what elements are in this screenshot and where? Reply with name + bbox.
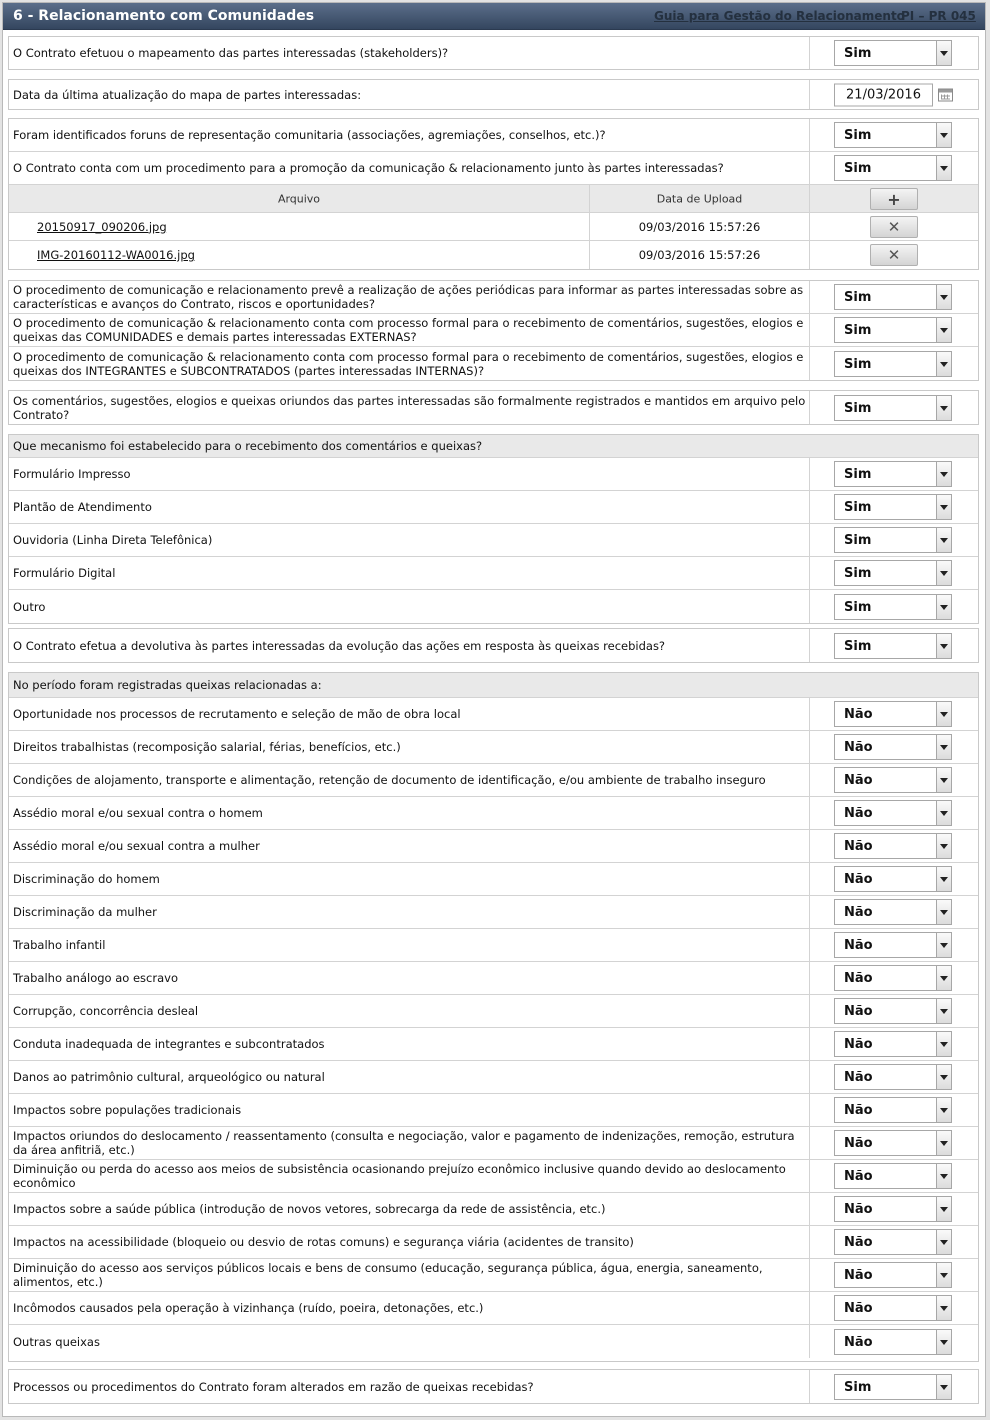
answer-select[interactable] xyxy=(834,1374,952,1400)
chevron-down-icon xyxy=(940,1174,948,1179)
question-row xyxy=(9,391,978,424)
answer-select[interactable] xyxy=(834,1031,952,1057)
answer-select[interactable] xyxy=(834,833,952,859)
question-label: Discriminação do homem xyxy=(13,872,160,886)
answer-cell xyxy=(809,347,978,380)
answer-select[interactable] xyxy=(834,1329,952,1355)
chevron-down-icon xyxy=(940,811,948,816)
answer-value: Sim xyxy=(844,46,872,61)
question-row xyxy=(9,995,978,1028)
answer-select[interactable] xyxy=(834,351,952,377)
question-label: Plantão de Atendimento xyxy=(13,500,152,514)
question-label: Oportunidade nos processos de recrutamento e seleção de mão de obra local xyxy=(13,707,461,721)
question-row xyxy=(9,797,978,830)
question-row xyxy=(9,524,978,557)
answer-value: Não xyxy=(844,1235,873,1250)
answer-value: Não xyxy=(844,938,873,953)
chevron-down-icon xyxy=(940,745,948,750)
upload-date-cell xyxy=(589,241,809,269)
chevron-down-icon xyxy=(940,166,948,171)
question-row xyxy=(9,962,978,995)
answer-value: Não xyxy=(844,1103,873,1118)
files-table-header xyxy=(9,185,978,213)
dropdown-button[interactable] xyxy=(936,495,951,519)
question-label: Assédio moral e/ou sexual contra a mulher xyxy=(13,839,260,853)
question-label: Incômodos causados pela operação à vizinhança (ruído, poeira, detonações, etc.) xyxy=(13,1301,484,1315)
answer-value: Sim xyxy=(844,356,872,372)
chevron-down-icon xyxy=(940,1042,948,1047)
answer-value: Não xyxy=(844,971,873,986)
chevron-down-icon xyxy=(940,778,948,783)
answer-value: Não xyxy=(844,1169,873,1184)
question-label: Data da última atualização do mapa de partes interessadas: xyxy=(13,87,362,102)
answer-cell xyxy=(809,797,978,829)
answer-select[interactable] xyxy=(834,767,952,793)
delete-file-button[interactable] xyxy=(870,216,918,238)
answer-value: Sim xyxy=(844,128,872,143)
dropdown-button[interactable] xyxy=(936,768,951,792)
dropdown-button[interactable] xyxy=(936,1375,951,1399)
last-update-block xyxy=(8,79,979,110)
add-file-button[interactable] xyxy=(870,188,918,210)
question-row xyxy=(9,314,978,347)
answer-cell xyxy=(809,830,978,862)
dropdown-button[interactable] xyxy=(936,156,951,180)
question-label: Impactos sobre a saúde pública (introdução de novos vetores, sobrecarga da rede de assistência, etc.) xyxy=(13,1202,606,1216)
question-row xyxy=(9,80,978,109)
date-column-header xyxy=(589,185,809,212)
chevron-down-icon xyxy=(940,712,948,717)
feedback-block xyxy=(8,628,979,663)
dropdown-button[interactable] xyxy=(936,834,951,858)
section-header xyxy=(3,3,985,30)
answer-select[interactable] xyxy=(834,633,952,659)
chevron-down-icon xyxy=(940,605,948,610)
answer-cell xyxy=(809,281,978,313)
question-label: Outro xyxy=(13,599,46,614)
answer-value: Não xyxy=(844,1037,873,1052)
answer-value: Sim xyxy=(844,1379,872,1395)
answer-select[interactable] xyxy=(834,866,952,892)
question-row xyxy=(9,764,978,797)
dropdown-button[interactable] xyxy=(936,41,951,65)
question-row xyxy=(9,1160,978,1193)
question-row xyxy=(9,929,978,962)
answer-select[interactable] xyxy=(834,395,952,421)
dropdown-button[interactable] xyxy=(936,123,951,147)
answer-value: Não xyxy=(844,1004,873,1019)
answer-value: Sim xyxy=(844,599,872,615)
dropdown-button[interactable] xyxy=(936,801,951,825)
answer-select[interactable] xyxy=(834,594,952,620)
answer-select[interactable] xyxy=(834,1262,952,1288)
question-row xyxy=(9,830,978,863)
answer-value: Sim xyxy=(844,500,872,515)
dropdown-button[interactable] xyxy=(936,1098,951,1122)
dropdown-button[interactable] xyxy=(936,702,951,726)
question-label: Outras queixas xyxy=(13,1334,100,1349)
answer-cell xyxy=(809,314,978,346)
answer-cell xyxy=(809,458,978,490)
file-column-label: Arquivo xyxy=(277,192,321,205)
answer-cell xyxy=(809,1370,978,1403)
mechanisms-heading-row xyxy=(9,435,978,458)
dropdown-button[interactable] xyxy=(936,966,951,990)
answer-value: Sim xyxy=(844,638,872,654)
complaints-block xyxy=(8,672,979,1362)
answer-value: Não xyxy=(844,1202,873,1217)
question-label: Discriminação da mulher xyxy=(13,905,157,919)
dropdown-button[interactable] xyxy=(936,900,951,924)
question-label: Impactos oriundos do deslocamento / reassentamento (consulta e negociação, valor e pagamento de indenizações, remoção, estrutura da área anfitriã, etc.) xyxy=(13,1129,795,1157)
answer-select[interactable] xyxy=(834,1130,952,1156)
question-row xyxy=(9,1259,978,1292)
dropdown-button[interactable] xyxy=(936,1263,951,1287)
question-label: Direitos trabalhistas (recomposição salarial, férias, benefícios, etc.) xyxy=(13,740,401,754)
answer-select[interactable] xyxy=(834,122,952,148)
dropdown-button[interactable] xyxy=(936,595,951,619)
answer-value: Não xyxy=(844,1301,873,1316)
answer-select[interactable] xyxy=(834,1295,952,1321)
question-row xyxy=(9,629,978,662)
answer-value: Sim xyxy=(844,400,872,416)
question-label: Corrupção, concorrência desleal xyxy=(13,1004,199,1018)
question-label: Assédio moral e/ou sexual contra o homem xyxy=(13,806,263,820)
dropdown-button[interactable] xyxy=(936,933,951,957)
answer-select[interactable] xyxy=(834,1196,952,1222)
complaints-heading-row xyxy=(9,673,978,698)
chevron-down-icon xyxy=(940,472,948,477)
question-row xyxy=(9,557,978,590)
answer-select[interactable] xyxy=(834,965,952,991)
answer-cell xyxy=(809,731,978,763)
answer-value: Sim xyxy=(844,290,872,305)
answer-select[interactable] xyxy=(834,701,952,727)
answer-cell xyxy=(809,524,978,556)
answer-value: Sim xyxy=(844,323,872,338)
file-link[interactable]: IMG-20160112-WA0016.jpg xyxy=(37,248,195,262)
answer-cell xyxy=(809,37,978,69)
section-panel xyxy=(2,2,986,1417)
procedure-block xyxy=(8,118,979,270)
question-row xyxy=(9,37,978,69)
answer-cell xyxy=(809,629,978,662)
answer-select[interactable] xyxy=(834,560,952,586)
answer-cell xyxy=(809,1325,978,1358)
answer-select[interactable] xyxy=(834,1064,952,1090)
question-label: Os comentários, sugestões, elogios e queixas oriundos das partes interessadas são formalmente registrados e mantidos em arquivo pelo Contrato? xyxy=(13,393,806,422)
chevron-down-icon xyxy=(940,1240,948,1245)
close-icon: ✕ xyxy=(887,217,901,236)
chevron-down-icon xyxy=(940,976,948,981)
question-label: Conduta inadequada de integrantes e subcontratados xyxy=(13,1037,325,1051)
section-title: 6 - Relacionamento com Comunidades xyxy=(13,8,315,24)
file-cell xyxy=(9,213,589,240)
question-row xyxy=(9,590,978,623)
answer-value: Não xyxy=(844,707,873,722)
plus-icon: + xyxy=(887,189,901,209)
answer-cell xyxy=(809,1160,978,1192)
answer-cell xyxy=(809,1061,978,1093)
complaints-heading: No período foram registradas queixas relacionadas a: xyxy=(13,678,322,692)
answer-cell xyxy=(809,896,978,928)
answer-value: Sim xyxy=(844,467,872,482)
dropdown-button[interactable] xyxy=(936,352,951,376)
answer-cell xyxy=(809,590,978,623)
answer-cell xyxy=(809,119,978,151)
question-row xyxy=(9,1094,978,1127)
procedure-code-link[interactable]: PI – PR 045 xyxy=(901,9,976,23)
answer-cell xyxy=(809,929,978,961)
upload-date: 09/03/2016 15:57:26 xyxy=(638,219,761,234)
question-row xyxy=(9,1193,978,1226)
question-label: O procedimento de comunicação e relacionamento prevê a realização de ações periódicas para informar as partes interessadas sobre as características e avanços do Contrato, riscos e oportunidades? xyxy=(13,283,804,311)
answer-cell xyxy=(809,698,978,730)
question-row xyxy=(9,863,978,896)
last-update-date-input[interactable]: 21/03/2016 xyxy=(834,83,933,106)
answer-cell xyxy=(809,962,978,994)
mechanisms-block xyxy=(8,434,979,624)
question-row xyxy=(9,1028,978,1061)
dropdown-button[interactable] xyxy=(936,999,951,1023)
answer-select[interactable] xyxy=(834,899,952,925)
question-row xyxy=(9,152,978,185)
question-label: Ouvidoria (Linha Direta Telefônica) xyxy=(13,533,213,547)
upload-date: 09/03/2016 15:57:26 xyxy=(638,248,761,262)
records-block xyxy=(8,390,979,425)
question-label: O procedimento de comunicação & relacionamento conta com processo formal para o recebimento de comentários, sugestões, elogios e queixas das COMUNIDADES e demais partes interessadas EXTERNAS? xyxy=(13,316,804,344)
chevron-down-icon xyxy=(940,538,948,543)
answer-cell xyxy=(809,863,978,895)
question-row xyxy=(9,491,978,524)
dropdown-button[interactable] xyxy=(936,867,951,891)
chevron-down-icon xyxy=(940,1340,948,1345)
answer-value: Não xyxy=(844,806,873,821)
dropdown-button[interactable] xyxy=(936,735,951,759)
answer-cell xyxy=(809,557,978,589)
answer-select[interactable] xyxy=(834,494,952,520)
date-column-label: Data de Upload xyxy=(656,192,743,205)
actions-column-header xyxy=(809,185,978,212)
dropdown-button[interactable] xyxy=(936,561,951,585)
question-label: Trabalho infantil xyxy=(13,938,106,952)
dropdown-button[interactable] xyxy=(936,1131,951,1155)
answer-cell xyxy=(809,1127,978,1159)
answer-select[interactable] xyxy=(834,800,952,826)
question-row xyxy=(9,1325,978,1358)
question-label: Foram identificados foruns de representação comunitaria (associações, agremiações, conselhos, etc.)? xyxy=(13,128,606,142)
chevron-down-icon xyxy=(940,1108,948,1113)
question-row xyxy=(9,1370,978,1403)
question-row xyxy=(9,1292,978,1325)
answer-select[interactable] xyxy=(834,284,952,310)
question-row xyxy=(9,347,978,380)
file-link[interactable]: 20150917_090206.jpg xyxy=(37,219,167,234)
answer-select[interactable] xyxy=(834,932,952,958)
mapping-block xyxy=(8,36,979,70)
question-row xyxy=(9,1127,978,1160)
chevron-down-icon xyxy=(940,644,948,649)
answer-select[interactable] xyxy=(834,1097,952,1123)
file-actions-cell xyxy=(809,213,978,240)
file-cell xyxy=(9,241,589,269)
upload-date-cell xyxy=(589,213,809,240)
answer-cell xyxy=(809,1193,978,1225)
answer-select[interactable] xyxy=(834,734,952,760)
answer-value: Não xyxy=(844,1070,873,1085)
answer-value: Sim xyxy=(844,533,872,548)
question-label: Impactos sobre populações tradicionais xyxy=(13,1103,242,1117)
guide-link[interactable]: Guia para Gestão do Relacionamento xyxy=(654,9,905,23)
answer-cell xyxy=(809,1226,978,1258)
answer-cell xyxy=(809,80,978,109)
delete-file-button[interactable] xyxy=(870,244,918,266)
question-label: O Contrato efetuou o mapeamento das partes interessadas (stakeholders)? xyxy=(13,46,449,60)
chevron-down-icon xyxy=(940,1306,948,1311)
mechanisms-heading: Que mecanismo foi estabelecido para o recebimento dos comentários e queixas? xyxy=(13,439,483,453)
question-row xyxy=(9,281,978,314)
answer-select[interactable] xyxy=(834,155,952,181)
answer-value: Não xyxy=(844,740,873,755)
answer-cell xyxy=(809,764,978,796)
dropdown-button[interactable] xyxy=(936,1330,951,1354)
dropdown-button[interactable] xyxy=(936,1032,951,1056)
dropdown-button[interactable] xyxy=(936,318,951,342)
dropdown-button[interactable] xyxy=(936,396,951,420)
answer-cell xyxy=(809,1259,978,1291)
chevron-down-icon xyxy=(940,571,948,576)
answer-cell xyxy=(809,152,978,184)
chevron-down-icon xyxy=(940,328,948,333)
file-row xyxy=(9,241,978,269)
answer-value: Não xyxy=(844,905,873,920)
chevron-down-icon xyxy=(940,877,948,882)
chevron-down-icon xyxy=(940,844,948,849)
dropdown-button[interactable] xyxy=(936,634,951,658)
chevron-down-icon xyxy=(940,295,948,300)
answer-select[interactable] xyxy=(834,461,952,487)
question-label: Trabalho análogo ao escravo xyxy=(13,971,178,985)
answer-cell xyxy=(809,995,978,1027)
chevron-down-icon xyxy=(940,362,948,367)
dropdown-button[interactable] xyxy=(936,1197,951,1221)
file-row xyxy=(9,213,978,241)
answer-value: Não xyxy=(844,1136,873,1151)
answer-cell xyxy=(809,1292,978,1324)
answer-value: Não xyxy=(844,773,873,788)
question-label: O Contrato conta com um procedimento para a promoção da comunicação & relacionamento junto às partes interessadas? xyxy=(13,161,724,175)
answer-value: Não xyxy=(844,872,873,887)
question-row xyxy=(9,896,978,929)
answer-value: Não xyxy=(844,1268,873,1283)
chevron-down-icon xyxy=(940,406,948,411)
question-row xyxy=(9,1226,978,1259)
question-row xyxy=(9,458,978,491)
chevron-down-icon xyxy=(940,1075,948,1080)
chevron-down-icon xyxy=(940,51,948,56)
answer-select[interactable] xyxy=(834,317,952,343)
chevron-down-icon xyxy=(940,1141,948,1146)
file-actions-cell xyxy=(809,241,978,269)
answer-select[interactable] xyxy=(834,1229,952,1255)
question-row xyxy=(9,731,978,764)
process-change-block xyxy=(8,1369,979,1404)
chevron-down-icon xyxy=(940,505,948,510)
chevron-down-icon xyxy=(940,133,948,138)
question-row xyxy=(9,698,978,731)
answer-select[interactable] xyxy=(834,527,952,553)
answer-select[interactable] xyxy=(834,1163,952,1189)
chevron-down-icon xyxy=(940,1009,948,1014)
question-row xyxy=(9,119,978,152)
answer-value: Não xyxy=(844,1334,873,1350)
dropdown-button[interactable] xyxy=(936,1296,951,1320)
dropdown-button[interactable] xyxy=(936,462,951,486)
chevron-down-icon xyxy=(940,910,948,915)
chevron-down-icon xyxy=(940,1207,948,1212)
answer-select[interactable] xyxy=(834,998,952,1024)
question-row xyxy=(9,1061,978,1094)
dropdown-button[interactable] xyxy=(936,528,951,552)
question-label: Diminuição ou perda do acesso aos meios de subsistência ocasionando prejuízo econômico inclusive quando devido ao deslocamento econômico xyxy=(13,1162,786,1190)
dropdown-button[interactable] xyxy=(936,1164,951,1188)
question-label: Formulário Impresso xyxy=(13,467,131,481)
dropdown-button[interactable] xyxy=(936,285,951,309)
procedure-details-block xyxy=(8,280,979,381)
chevron-down-icon xyxy=(940,1385,948,1390)
question-label: Condições de alojamento, transporte e alimentação, retenção de documento de identificação, e/ou ambiente de trabalho inseguro xyxy=(13,773,766,787)
question-label: Processos ou procedimentos do Contrato foram alterados em razão de queixas recebidas? xyxy=(13,1379,534,1394)
dropdown-button[interactable] xyxy=(936,1065,951,1089)
answer-value: Não xyxy=(844,839,873,854)
question-label: O procedimento de comunicação & relacionamento conta com processo formal para o recebimento de comentários, sugestões, elogios e queixas dos INTEGRANTES e SUBCONTRATADOS (partes interessadas INTERNAS)? xyxy=(13,349,804,378)
close-icon: ✕ xyxy=(887,246,901,264)
question-label: Danos ao patrimônio cultural, arqueológico ou natural xyxy=(13,1070,325,1084)
answer-cell xyxy=(809,1094,978,1126)
answer-select[interactable] xyxy=(834,40,952,66)
file-column-header xyxy=(9,185,589,212)
answer-cell xyxy=(809,1028,978,1060)
answer-value: Sim xyxy=(844,566,872,581)
answer-cell xyxy=(809,491,978,523)
calendar-icon[interactable] xyxy=(938,88,953,101)
dropdown-button[interactable] xyxy=(936,1230,951,1254)
answer-cell xyxy=(809,391,978,424)
question-label: Formulário Digital xyxy=(13,566,116,580)
chevron-down-icon xyxy=(940,1273,948,1278)
chevron-down-icon xyxy=(940,943,948,948)
answer-value: Sim xyxy=(844,161,872,176)
question-label: O Contrato efetua a devolutiva às partes interessadas da evolução das ações em resposta às queixas recebidas? xyxy=(13,638,666,653)
question-label: Impactos na acessibilidade (bloqueio ou desvio de rotas comuns) e segurança viária (acidentes de transito) xyxy=(13,1235,634,1249)
question-label: Diminuição do acesso aos serviços públicos locais e bens de consumo (educação, segurança pública, água, energia, saneamento, alimentos, etc.) xyxy=(13,1261,763,1289)
